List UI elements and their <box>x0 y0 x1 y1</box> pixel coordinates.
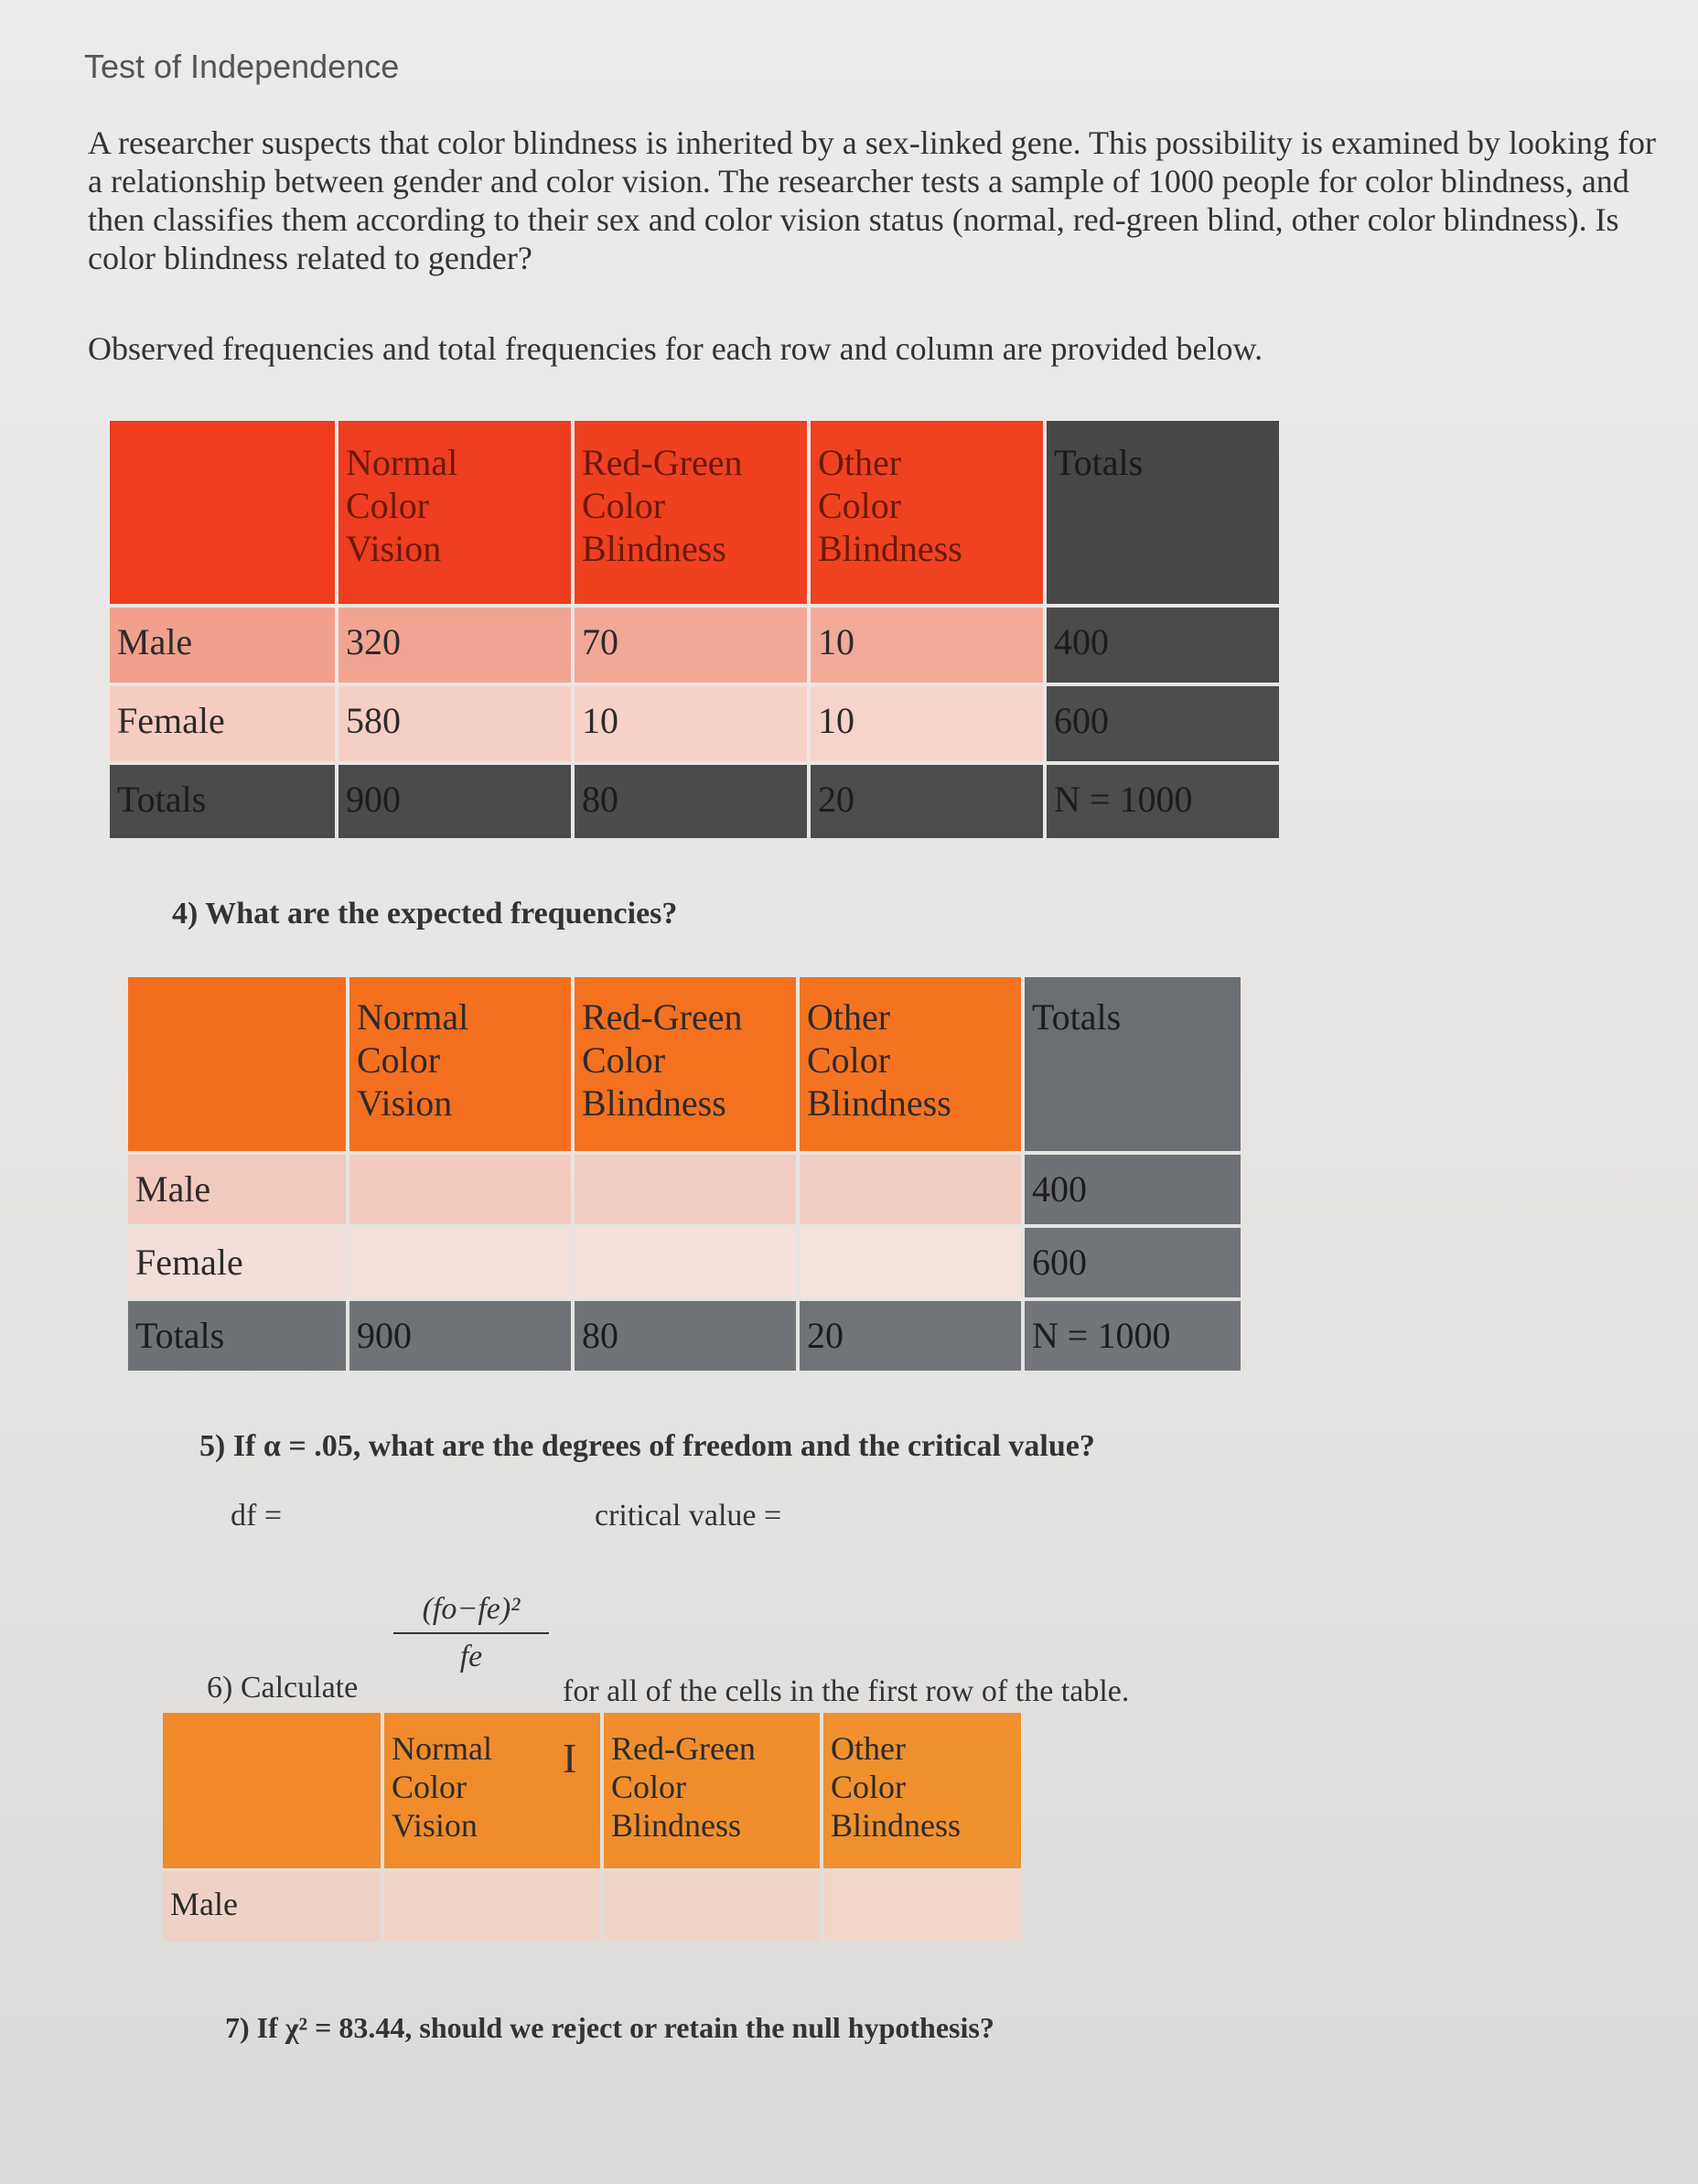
header-totals: Totals <box>1047 421 1279 604</box>
cell-male-total: 400 <box>1047 608 1279 683</box>
observed-intro: Observed frequencies and total frequencies for each row and column are provided below. <box>88 330 1263 367</box>
header-normal: Normal Color Vision <box>384 1713 600 1868</box>
formula-denominator: fe <box>459 1640 483 1673</box>
corner-cell <box>110 421 335 604</box>
page-title: Test of Independence <box>84 48 400 85</box>
header-totals: Totals <box>1025 977 1241 1151</box>
input-male-other[interactable] <box>800 1155 1021 1224</box>
header-other: Other Color Blindness <box>811 421 1043 604</box>
question-6-label: 6) Calculate <box>207 1671 359 1705</box>
header-red-green: Red-Green Color Blindness <box>604 1713 820 1868</box>
cell-male-total: 400 <box>1025 1155 1241 1224</box>
calculation-table <box>159 1709 1025 1945</box>
cell-totals-other: 20 <box>800 1301 1021 1371</box>
cell-totals-normal: 900 <box>339 765 571 838</box>
row-label-male: Male <box>128 1155 346 1224</box>
formula-numerator: (fo−fe)² <box>393 1592 549 1634</box>
corner-cell <box>128 977 346 1151</box>
cell-totals-red-green: 80 <box>575 1301 796 1371</box>
cell-totals-grand: N = 1000 <box>1047 765 1279 838</box>
question-5: 5) If α = .05, what are the degrees of freedom and the critical value? <box>199 1429 1095 1463</box>
cell-female-total: 600 <box>1047 686 1279 761</box>
cell-male-normal: 320 <box>339 608 571 683</box>
question-6-tail: for all of the cells in the first row of the table. <box>563 1674 1130 1708</box>
input-male-normal[interactable] <box>349 1155 571 1224</box>
cell-female-red-green: 10 <box>575 686 807 761</box>
input-calc-red-green[interactable] <box>604 1872 820 1942</box>
text-cursor-icon: I <box>563 1735 577 1781</box>
cell-totals-normal: 900 <box>349 1301 571 1371</box>
header-other: Other Color Blindness <box>800 977 1021 1151</box>
row-label-female: Female <box>110 686 335 761</box>
cell-female-total: 600 <box>1025 1228 1241 1297</box>
chi-square-formula <box>393 1592 549 1674</box>
row-label-male: Male <box>163 1872 381 1942</box>
cell-totals-red-green: 80 <box>575 765 807 838</box>
input-calc-other[interactable] <box>823 1872 1021 1942</box>
cell-totals-grand: N = 1000 <box>1025 1301 1241 1371</box>
input-female-red-green[interactable] <box>575 1228 796 1297</box>
header-normal: Normal Color Vision <box>349 977 571 1151</box>
input-male-red-green[interactable] <box>575 1155 796 1224</box>
header-red-green: Red-Green Color Blindness <box>575 421 807 604</box>
header-other: Other Color Blindness <box>823 1713 1021 1868</box>
expected-table <box>124 974 1244 1374</box>
cell-male-other: 10 <box>811 608 1043 683</box>
df-label: df = <box>231 1499 282 1533</box>
cell-female-normal: 580 <box>339 686 571 761</box>
cell-female-other: 10 <box>811 686 1043 761</box>
row-label-female: Female <box>128 1228 346 1297</box>
problem-text: A researcher suspects that color blindness is inherited by a sex-linked gene. This possibility is examined by looking for a relationship between gender and color vision. The researcher tests a sample of 1000 people for color blindness, and then classifies them according to their sex and color vision status (normal, red-green blind, other color blindness). Is color blindness related to gender? <box>88 124 1656 276</box>
header-red-green: Red-Green Color Blindness <box>575 977 796 1151</box>
input-female-other[interactable] <box>800 1228 1021 1297</box>
cell-male-red-green: 70 <box>575 608 807 683</box>
observed-table <box>106 417 1283 842</box>
header-normal: Normal Color Vision <box>339 421 571 604</box>
cell-totals-other: 20 <box>811 765 1043 838</box>
row-label-male: Male <box>110 608 335 683</box>
question-4: 4) What are the expected frequencies? <box>172 897 678 931</box>
critical-value-label: critical value = <box>595 1499 782 1533</box>
question-7: 7) If χ² = 83.44, should we reject or retain the null hypothesis? <box>225 2011 994 2044</box>
row-label-totals: Totals <box>128 1301 346 1371</box>
corner-cell <box>163 1713 381 1868</box>
input-female-normal[interactable] <box>349 1228 571 1297</box>
row-label-totals: Totals <box>110 765 335 838</box>
input-calc-normal[interactable] <box>384 1872 600 1942</box>
